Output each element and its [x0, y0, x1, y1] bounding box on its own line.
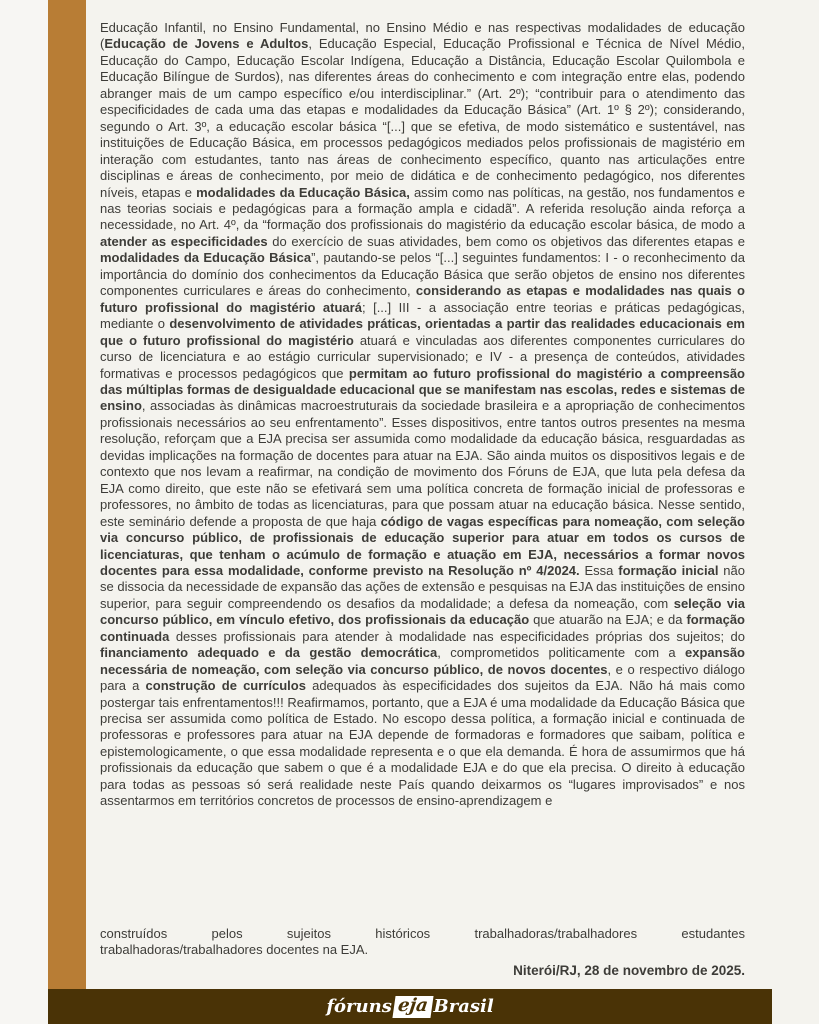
- closing-paragraph-line-2: trabalhadoras/trabalhadores docentes na EJA.: [100, 942, 369, 958]
- closing-paragraph-line-1: construídos pelos sujeitos históricos trabalhadoras/trabalhadores estudantes: [100, 926, 745, 941]
- logo-eja-badge: eja: [392, 996, 433, 1018]
- footer-bar: [48, 989, 772, 1024]
- logo-text-brasil: Brasil: [433, 995, 494, 1017]
- page-left-margin: [0, 0, 48, 1024]
- left-accent-stripe: [48, 0, 86, 989]
- dateline: Niterói/RJ, 28 de novembro de 2025.: [513, 963, 745, 978]
- document-body: [100, 20, 745, 810]
- logo-text-foruns: fóruns: [326, 995, 392, 1017]
- main-paragraph: Educação Infantil, no Ensino Fundamental, no Ensino Médio e nas respectivas modalidades de educação (Educação de Jovens e Adultos, Educação Especial, Educação Profissional e Técnica de Nível Médio, Educação do Campo, Educação Escolar Indígena, Educação a Distância, Educação Escolar Quilombola e Educação Bilíngue de Surdos), nas diferentes áreas do conhecimento e com integração entre elas, podendo abranger mais de um campo específico e/ou interdisciplinar.” (Art. 2º); “contribuir para o atendimento das especificidades de cada uma das etapas e modalidades da Educação Básica” (Art. 1º § 2º); considerando, segundo o Art. 3º, a educação escolar básica “[...] que se efetiva, de modo sistemático e sustentável, nas instituições de Educação Básica, em processos pedagógicos mediados pelos profissionais de magistério em interação com estudantes, tanto nas áreas de conhecimento específico, quanto nas articulações entre disciplinas e áreas de conhecimento, por meio de didática e de conhecimento pedagógico, nos diferentes níveis, etapas e modalidades da Educação Básica, assim como nas políticas, na gestão, nos fundamentos e nas teorias sociais e pedagógicas para a formação ampla e cidadã”. A referida resolução ainda reforça a necessidade, no Art. 4º, da “formação dos profissionais do magistério da educação escolar básica, de modo a atender as especificidades do exercício de suas atividades, bem como os objetivos das diferentes etapas e modalidades da Educação Básica”, pautando-se pelos “[...] seguintes fundamentos: I - o reconhecimento da importância do domínio dos conhecimentos da Educação Básica que serão objetos de ensino nos diferentes componentes curriculares e áreas do conhecimento, considerando as etapas e modalidades nas quais o futuro profissional do magistério atuará; [...] III - a associação entre teorias e práticas pedagógicas, mediante o desenvolvimento de atividades práticas, orientadas a partir das realidades educacionais em que o futuro profissional do magistério atuará e vinculadas aos diferentes componentes curriculares do curso de licenciatura e ao estágio curricular supervisionado; e IV - a presença de conteúdos, atividades formativas e processos pedagógicos que permitam ao futuro profissional do magistério a compreensão das múltiplas formas de desigualdade educacional que se manifestam nas escolas, redes e sistemas de ensino, associadas às dinâmicas macroestruturais da sociedade brasileira e a apropriação de conhecimentos profissionais necessários ao seu enfrentamento”. Esses dispositivos, entre tantos outros presentes na mesma resolução, reforçam que a EJA precisa ser assumida como modalidade da educação básica, resguardadas as devidas implicações na formação de docentes para atuar na EJA. São ainda muitos os dispositivos legais e de contexto que nos levam a reafirmar, na condição de movimento dos Fóruns de EJA, que luta pela defesa da EJA como direito, que este não se efetivará sem uma política concreta de formação inicial de professoras e professores, no âmbito de todas as licenciaturas, para que possam atuar na educação básica. Nesse sentido, este seminário defende a proposta de que haja código de vagas específicas para nomeação, com seleção via concurso público, de profissionais de educação superior para atuar em todos os cursos de licenciaturas, que tenham o acúmulo de formação e atuação em EJA, necessários a formar novos docentes para essa modalidade, conforme previsto na Resolução nº 4/2024. Essa formação inicial não se dissocia da necessidade de expansão das ações de extensão e pesquisas na EJA das instituições de ensino superior, para seguir compreendendo os desafios da modalidade; a defesa da nomeação, com seleção via concurso público, em vínculo efetivo, dos profissionais da educação que atuarão na EJA; e da formação continuada desses profissionais para atender à modalidade nas especificidades próprias dos sujeitos; do financiamento adequado e da gestão democrática, comprometidos politicamente com a expansão necessária de nomeação, com seleção via concurso público, de novos docentes, e o respectivo diálogo para a construção de currículos adequados às especificidades dos sujeitos da EJA. Não há mais como postergar tais enfrentamentos!!! Reafirmamos, portanto, que a EJA é uma modalidade da Educação Básica que precisa ser assumida como política de Estado. No escopo dessa política, a formação inicial e continuada de professoras e professores para atuar na EJA depende de formadoras e formadores que saibam, política e epistemologicamente, o que essa modalidade representa e o que ela demanda. É hora de assumirmos que há profissionais da educação que sabem o que é a modalidade EJA e do que ela precisa. O direito à educação para todas as pessoas só será realidade neste País quando deixarmos os “lugares improvisados” e nos assentarmos em territórios concretos de processos de ensino-aprendizagem e: [100, 20, 746, 809]
- foruns-eja-brasil-logo: [326, 996, 493, 1018]
- closing-paragraph: [100, 926, 745, 959]
